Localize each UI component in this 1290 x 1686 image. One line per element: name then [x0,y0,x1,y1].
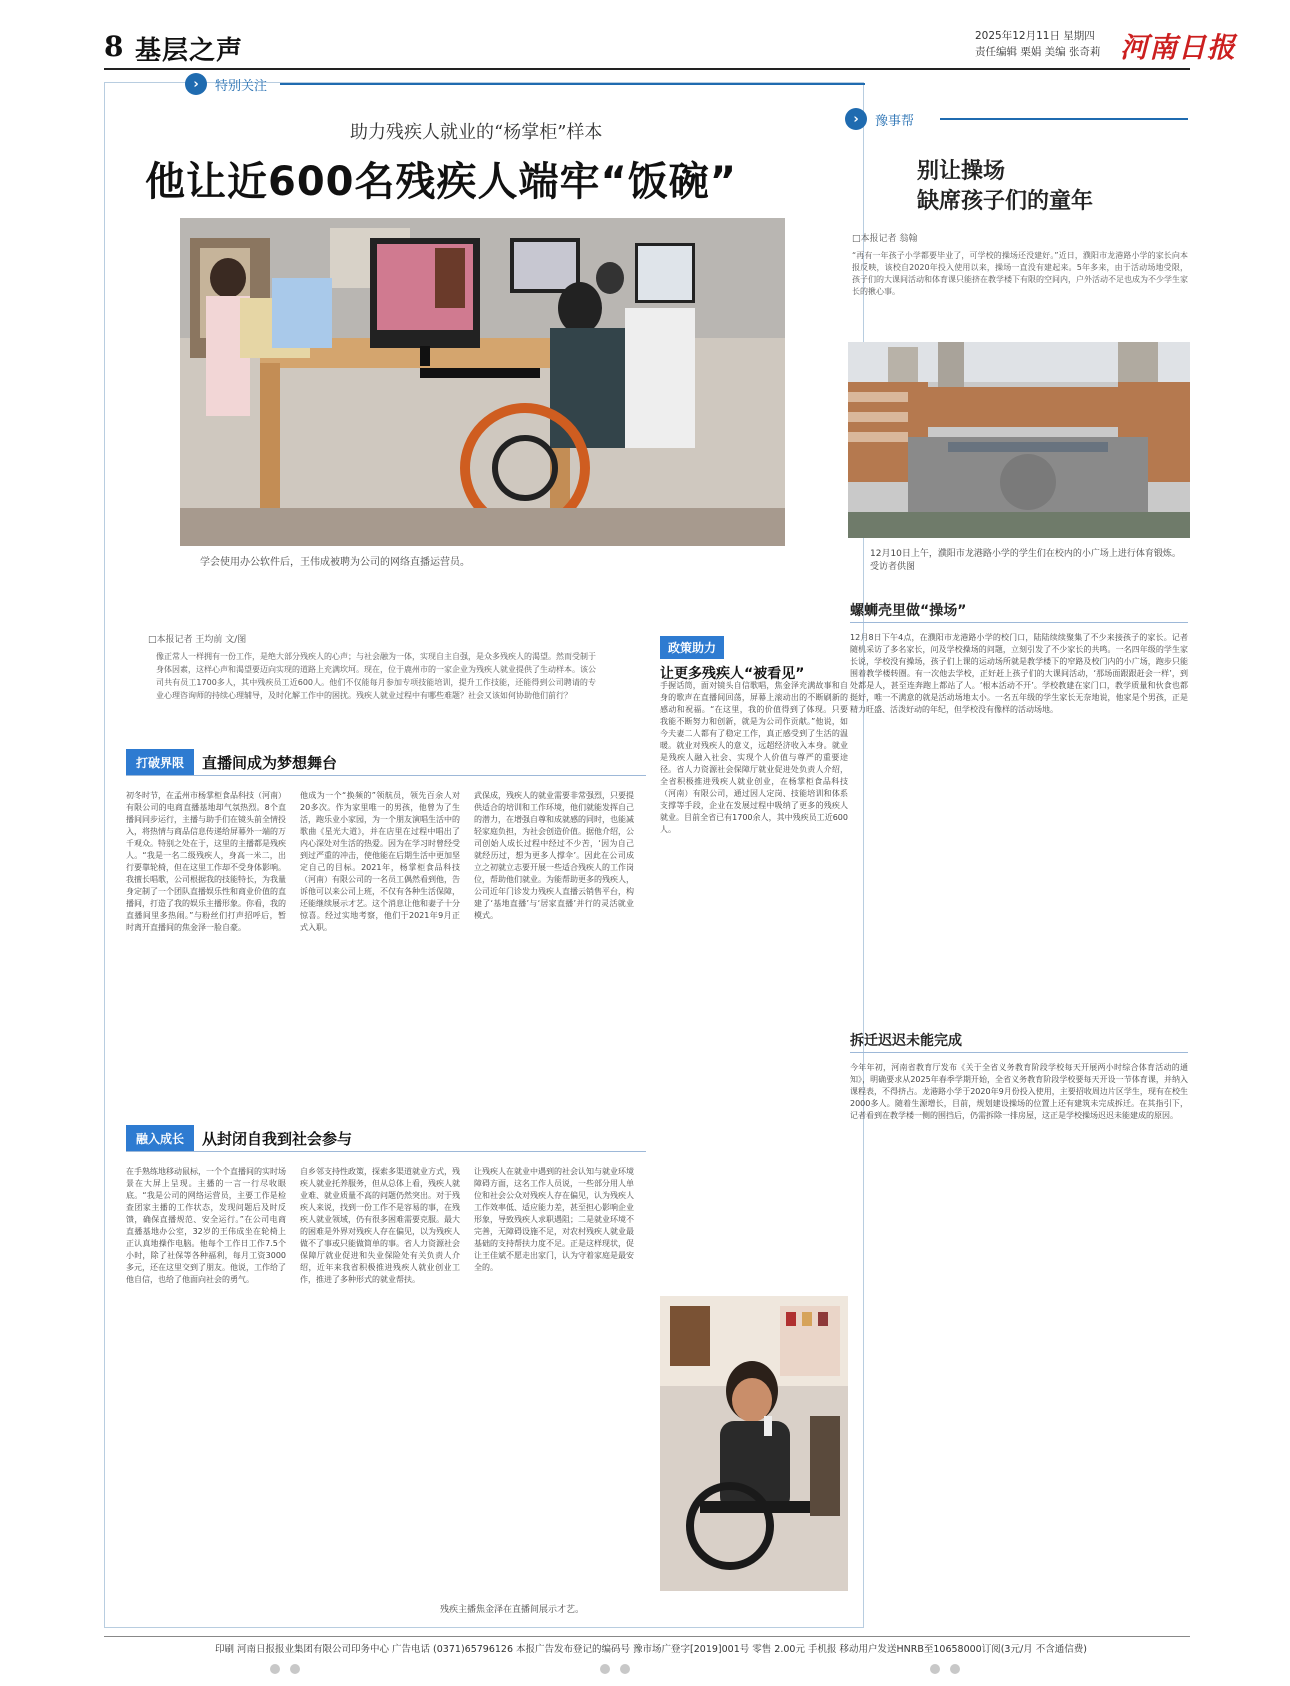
right-tag: › 豫事帮 [845,108,914,130]
policy-title: 让更多残疾人“被看见” [660,666,805,682]
section1-col2: 他成为一个“换频的”领航员，领先百余人对20多次。作为家里唯一的男孩，他曾为了生活，跑乐业小家园，为一个朋友演唱生活中的歌曲《星光大道》，并在店里在过程中唱出了内心深处对生活的热爱。因为在学习时曾经受到过严重的冲击，使他能在后期生活中更加坚定自己的目标。2021年，杨掌柜食品科技（河南）有限公司的一名员工偶然看到他，告诉他可以来公司上班，不仅有各种生活保障，还能继续展示才艺。这个消息让他和妻子十分惊喜。经过实地考察，他们于2021年9月正式入职。 [300,791,460,932]
section1-col3: 武保成，残疾人的就业需要非常强烈，只要提供适合的培训和工作环境，他们就能发挥自己的潜力，在增强自尊和成就感的同时，也能减轻家庭负担，为社会创造价值。据他介绍，公司创始人成长过程中经过不少苦，‘因为自己就经历过，想为更多人撑伞’。因此在公司成立之初就立志要开展一些适合残疾人的工作岗位，帮助他们就业。为能帮助更多的残疾人，公司近年门诊发力残疾人直播云销售平台，构建了‘基地直播’与‘居家直播’并行的灵活就业模式。 [474,791,634,920]
right-section2-title: 拆迁迟迟未能完成 [850,1033,962,1049]
policy-heading [660,636,804,683]
pager-dot[interactable] [950,1664,960,1674]
newspaper-logo: 河南日报 [1120,31,1237,64]
right-section1-rule [850,622,1188,623]
section-title: 基层之声 [135,36,244,66]
section2-tag: 融入成长 [126,1125,194,1152]
chevron-right-icon: › [185,73,207,95]
section1-heading [126,749,337,776]
main-photo-caption: 学会使用办公软件后，王伟成被聘为公司的网络直播运营员。 [200,557,470,568]
footer-rule [104,1636,1190,1637]
section2-heading [126,1125,352,1152]
right-section2-rule [850,1052,1188,1053]
right-tag-rule [940,118,1188,120]
feature-lead: 像正常人一样拥有一份工作，是绝大部分残疾人的心声；与社会融为一体，实现自主自强，是众多残疾人的渴望。然而受制于身体因素，这样心声和渴望要迈向实现的道路上充满坎坷。现在，位于鹿州市的一家企业为残疾人就业提供了生动样本。该公司共有员工1700多人，其中残疾员工近600人。他们不仅能每月参加专项技能培训，提升工作技能，还能得到公司聘请的专业心理咨询师的持续心理辅导，及时化解工作中的困扰。残疾人就业过程中有哪些难题？社会又该如何协助他们前行？ [156,652,596,700]
section2-col2: 自乡邻支持性政策，探索多渠道就业方式，残疾人就业托养服务，但从总体上看，残疾人就业难、就业质量不高的问题仍然突出。对于残疾人来说，找到一份工作不是容易的事，在残疾人就业领域，仍有很多困难需要克服。最大的困难是外界对残疾人存在偏见，以为残疾人做不了事或只能做简单的事。省人力资源社会保障厅就业促进和失业保险处有关负责人介绍，近年来我省积极推进残疾人就业创业工作，推进了多种形式的就业帮扶。 [300,1167,460,1284]
schoolyard-photo [848,342,1190,538]
policy-text: 手握话筒，面对镜头自信歌唱，焦金泽充满故事和自身的歌声在直播间回荡，屏幕上滚动出的不断刷新的感动和祝福。“在这里，我的价值得到了体现。只要我能不断努力和创新，就是为公司作贡献。”他说，如今夫妻二人都有了稳定工作，真正感受到了生活的温暖。就业对残疾人的意义，远超经济收入本身。就业是残疾人融入社会、实现个人价值与尊严的重要途径。省人力资源社会保障厅就业促进处负责人介绍，全省积极推进残疾人就业创业，在杨掌柜食品科技（河南）有限公司，通过因人定岗、技能培训和体系支撑等手段，企业在发展过程中吸纳了更多的残疾人就业。目前全省已有1700余人，其中残疾员工近600人。 [660,681,848,834]
section1-title: 直播间成为梦想舞台 [202,754,338,772]
right-headline-line1: 别让操场 [917,159,1006,184]
article-headline: 他让近600名残疾人端牢“饭碗” [145,159,738,205]
pager-dot[interactable] [930,1664,940,1674]
section1-rule [126,775,646,776]
pager-dot[interactable] [290,1664,300,1674]
feature-tag: › 特别关注 [185,73,267,95]
wheelchair-singer-photo [660,1296,848,1591]
right-section1-title: 螺蛳壳里做“操场” [850,603,967,619]
pager-dot[interactable] [270,1664,280,1674]
page-number: 8 [104,30,124,63]
singer-photo-caption: 残疾主播焦金泽在直播间展示才艺。 [440,1605,585,1615]
right-section2-text: 今年年初，河南省教育厅发布《关于全省义务教育阶段学校每天开展两小时综合体育活动的通知》，明确要求从2025年春季学期开始，全省义务教育阶段学校要每天开设一节体育课，并纳入课程表，不得挤占。龙港路小学于2020年9月份投入使用，主要招收周边片区学生，现有在校生2000多人。随着生源增长，目前，规划建设操场的位置上还有建筑未完成拆迁。在其指引下，记者看到在教学楼一侧的围挡后，仍需拆除一排房屋，这正是学校操场迟迟未能建成的原因。 [850,1063,1188,1120]
section2-title: 从封闭自我到社会参与 [202,1130,353,1148]
right-byline: □本报记者 翁翰 [852,234,918,244]
feature-byline: □本报记者 王均前 文/图 [148,635,247,645]
right-lead: “再有一年孩子小学都要毕业了，可学校的操场还没建好。”近日，濮阳市龙港路小学的家长向本报反映，该校自2020年投入使用以来，操场一直没有建起来。5年多来，由于活动场地受限，孩子们的大课间活动和体育课只能挤在教学楼下有限的空间内，户外活动不足也成为不少学生家长的揪心事。 [852,251,1188,296]
section2-col1: 在手熟练地移动鼠标，一个个直播间的实时场景在大屏上呈现。主播的一言一行尽收眼底。“我是公司的网络运营员，主要工作是检查团家主播的工作状态，发现问题后及时反馈，确保直播规范、安全运行。”在公司电商直播基地办公室，32岁的王伟成坐在轮椅上正认真地操作电脑。他每个工作日工作7.5个小时，除了社保等各种福利，每月工资3000多元，还在这里交到了朋友。他说，工作给了他自信，也给了他面向社会的勇气。 [126,1167,286,1284]
chevron-right-icon: › [845,108,867,130]
editors-line: 责任编辑 栗娟 美编 张奇莉 [975,46,1101,58]
singer-photo [660,1296,848,1591]
footer-info: 印刷 河南日报报业集团有限公司印务中心 广告电话 (0371)65796126 本报广告发布登记的编码号 豫市场广登字[2019]001号 零售 2.00元 手机报 移动用户发送HNRB至10658000订阅(3元/月 不含通信费) [215,1644,1087,1655]
right-headline [917,157,1093,217]
tag-rule [280,83,865,85]
article-subhead: 助力残疾人就业的“杨掌柜”样本 [350,122,603,143]
section2-col3: 让残疾人在就业中遇到的社会认知与就业环境障碍方面，这名工作人员说，一些部分用人单位和社会公众对残疾人存在偏见，认为残疾人工作效率低、适应能力差，甚至担心影响企业形象，导致残疾人求职遇阻；二是就业环境不完善，无障碍设施不足，对农村残疾人就业最基础的支持帮扶力度不足。正是这样现状，促让王佳斌不愿走出家门，认为守着家庭是最安全的。 [474,1167,634,1272]
pager-dot[interactable] [620,1664,630,1674]
issue-date: 2025年12月11日 星期四 [975,30,1095,42]
pager-dot[interactable] [600,1664,610,1674]
section1-tag: 打破界限 [126,749,194,776]
office-wheelchair-photo [180,218,785,546]
section2-rule [126,1151,646,1152]
pager-dots-right [930,1664,960,1674]
right-headline-line2: 缺席孩子们的童年 [917,189,1094,214]
main-photo [180,218,785,546]
pager-dots-center [600,1664,630,1674]
pager-dots-left [270,1664,300,1674]
schoolyard-photo-caption: 12月10日上午，濮阳市龙港路小学的学生们在校内的小广场上进行体育锻炼。 受访者供图 [870,549,1181,572]
section1-col1: 初冬时节，在孟州市杨掌柜食品科技（河南）有限公司的电商直播基地却气氛热烈。8个直播间同步运行，主播与助手们在镜头前全情投入，将热情与商品信息传递给屏幕外一端的万千观众。特别之处在于，这里的主播都是残疾人。“我是一名二级残疾人，身高一米二，出行要靠轮椅，但在这里工作却不受身体影响。我擅长唱歌，公司根据我的技能特长，为我量身定制了一个团队直播娱乐性和商业价值的直播间，打造了我的娱乐主播形象。你看，我的直播间里多热闹。”与粉丝们打声招呼后，暂时离开直播间的焦金泽一脸自豪。 [126,791,286,932]
header-rule [104,68,1190,70]
right-section1-text: 12月8日下午4点，在濮阳市龙港路小学的校门口，陆陆续续聚集了不少来接孩子的家长。记者随机采访了多名家长，问及学校操场的问题，立刻引发了不少家长的共鸣。一名四年级的学生家长说，学校没有操场，孩子们上课的运动场所就是教学楼下的窄路及校门内的小广场，跑步只能围着教学楼转圈。有一次他去学校，正好赶上孩子们的大课间活动，‘那场面跟跟赶会一样’，到处都是人，甚至连奔跑上都站了人。‘根本活动不开’。学校教建在家门口，教学质量和伙食也都挺好，唯一不满意的就是活动场地太小。一名五年级的学生家长无奈地说，他家是个男孩，正是精力旺盛、活泼好动的年纪，但学校没有像样的活动场地。 [850,633,1188,714]
school-aerial-photo [848,342,1190,538]
policy-tag: 政策助力 [660,636,724,659]
